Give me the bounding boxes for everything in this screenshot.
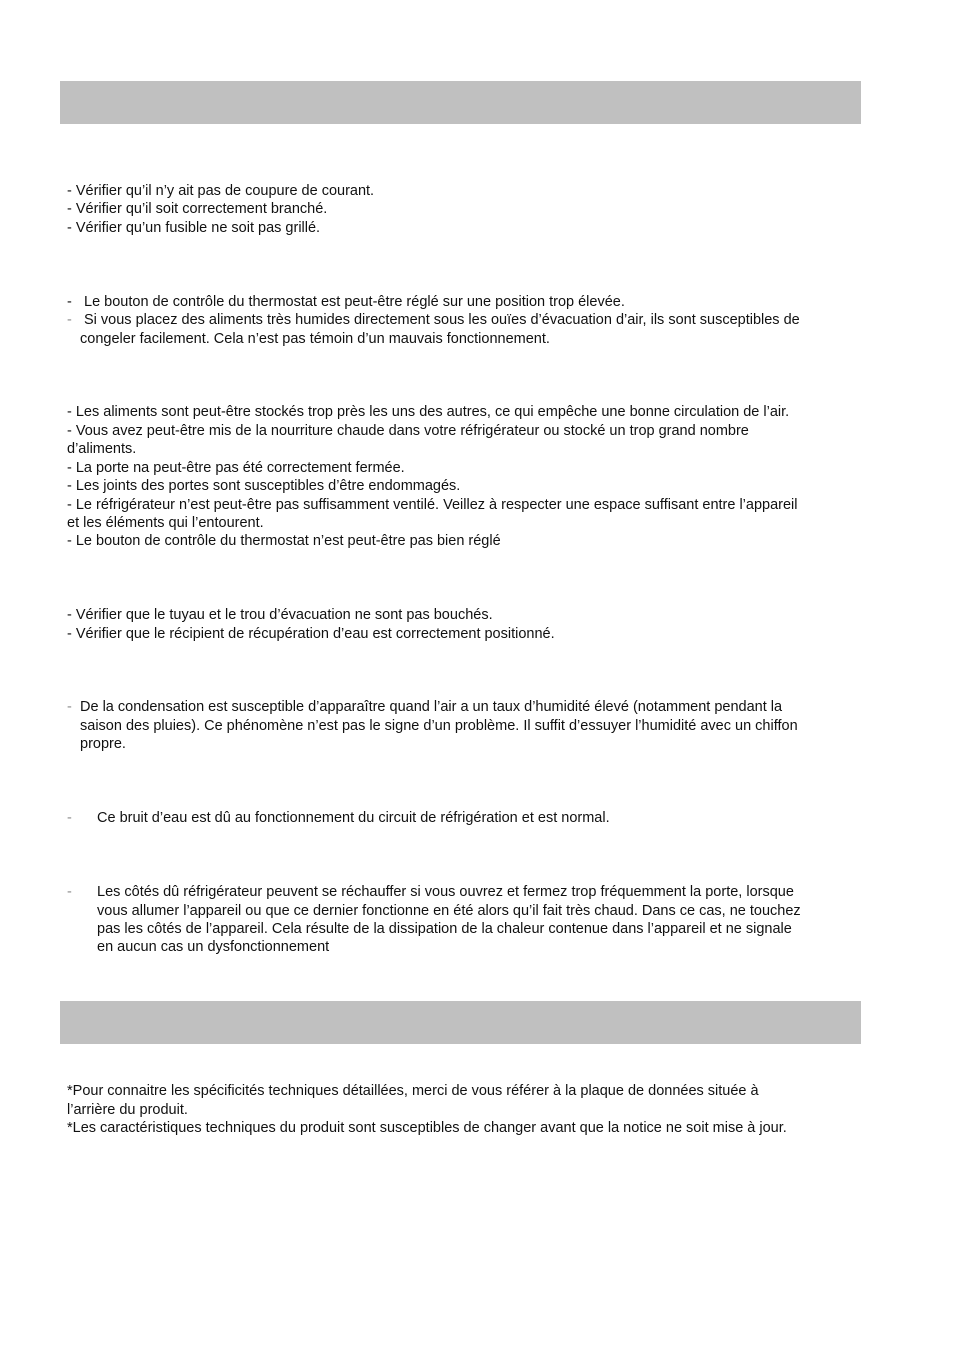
bullet-dash: - [67,810,72,826]
text-line: - Les joints des portes sont susceptibles d’être endommagés. [67,478,461,494]
bullet-dash: - [67,294,72,310]
text-line: - Vous avez peut-être mis de la nourriture chaude dans votre réfrigérateur ou stocké un trop grand nombre [67,423,749,439]
text-line: d’aliments. [67,441,137,457]
text-line: De la condensation est susceptible d’apparaître quand l’air a un taux d’humidité élevé (notamment pendant la [80,699,783,715]
text-line: en aucun cas un dysfonctionnement [97,939,330,955]
section-header-bar-1 [60,81,861,124]
text-line: - Le bouton de contrôle du thermostat n’est peut-être pas bien réglé [67,533,501,549]
text-line: vous allumer l’appareil ou que ce dernier fonctionne en été alors qu’il fait très chaud. Dans ce cas, ne touchez [97,903,801,919]
section-header-bar-2 [60,1001,861,1044]
text-line: - La porte na peut-être pas été correctement fermée. [67,460,405,476]
text-line: - Vérifier qu’il soit correctement branché. [67,201,328,217]
bullet-dash: - [67,312,72,328]
bullet-dash: - [67,884,72,900]
bullet-dash: - [67,699,72,715]
text-line: - Le réfrigérateur n’est peut-être pas suffisamment ventilé. Veillez à respecter une espace suffisant entre l’appareil [67,497,798,513]
text-line: saison des pluies). Ce phénomène n’est pas le signe d’un problème. Il suffit d’essuyer l’humidité avec un chiffon [80,718,798,734]
text-line: Le bouton de contrôle du thermostat est peut-être réglé sur une position trop élevée. [84,294,625,310]
text-line: *Les caractéristiques techniques du produit sont susceptibles de changer avant que la notice ne soit mise à jour. [67,1120,787,1136]
text-line: *Pour connaitre les spécificités techniques détaillées, merci de vous référer à la plaque de données située à [67,1083,759,1099]
text-line: Ce bruit d’eau est dû au fonctionnement du circuit de réfrigération et est normal. [97,810,610,826]
text-line: l’arrière du produit. [67,1102,188,1118]
text-line: Si vous placez des aliments très humides directement sous les ouïes d’évacuation d’air, ils sont susceptibles de [84,312,800,328]
text-line: - Les aliments sont peut-être stockés trop près les uns des autres, ce qui empêche une bonne circulation de l’air. [67,404,790,420]
text-line: - Vérifier que le tuyau et le trou d’évacuation ne sont pas bouchés. [67,607,493,623]
text-line: et les éléments qui l’entourent. [67,515,264,531]
text-line: - Vérifier qu’il n’y ait pas de coupure de courant. [67,183,375,199]
text-line: pas les côtés de l’appareil. Cela résulte de la dissipation de la chaleur contenue dans l’appareil et ne signale [97,921,792,937]
text-line: Les côtés dû réfrigérateur peuvent se réchauffer si vous ouvrez et fermez trop fréquemment la porte, lorsque [97,884,794,900]
text-line: - Vérifier qu’un fusible ne soit pas grillé. [67,220,321,236]
text-line: propre. [80,736,126,752]
text-line: - Vérifier que le récipient de récupération d’eau est correctement positionné. [67,626,555,642]
text-line: congeler facilement. Cela n’est pas témoin d’un mauvais fonctionnement. [80,331,550,347]
